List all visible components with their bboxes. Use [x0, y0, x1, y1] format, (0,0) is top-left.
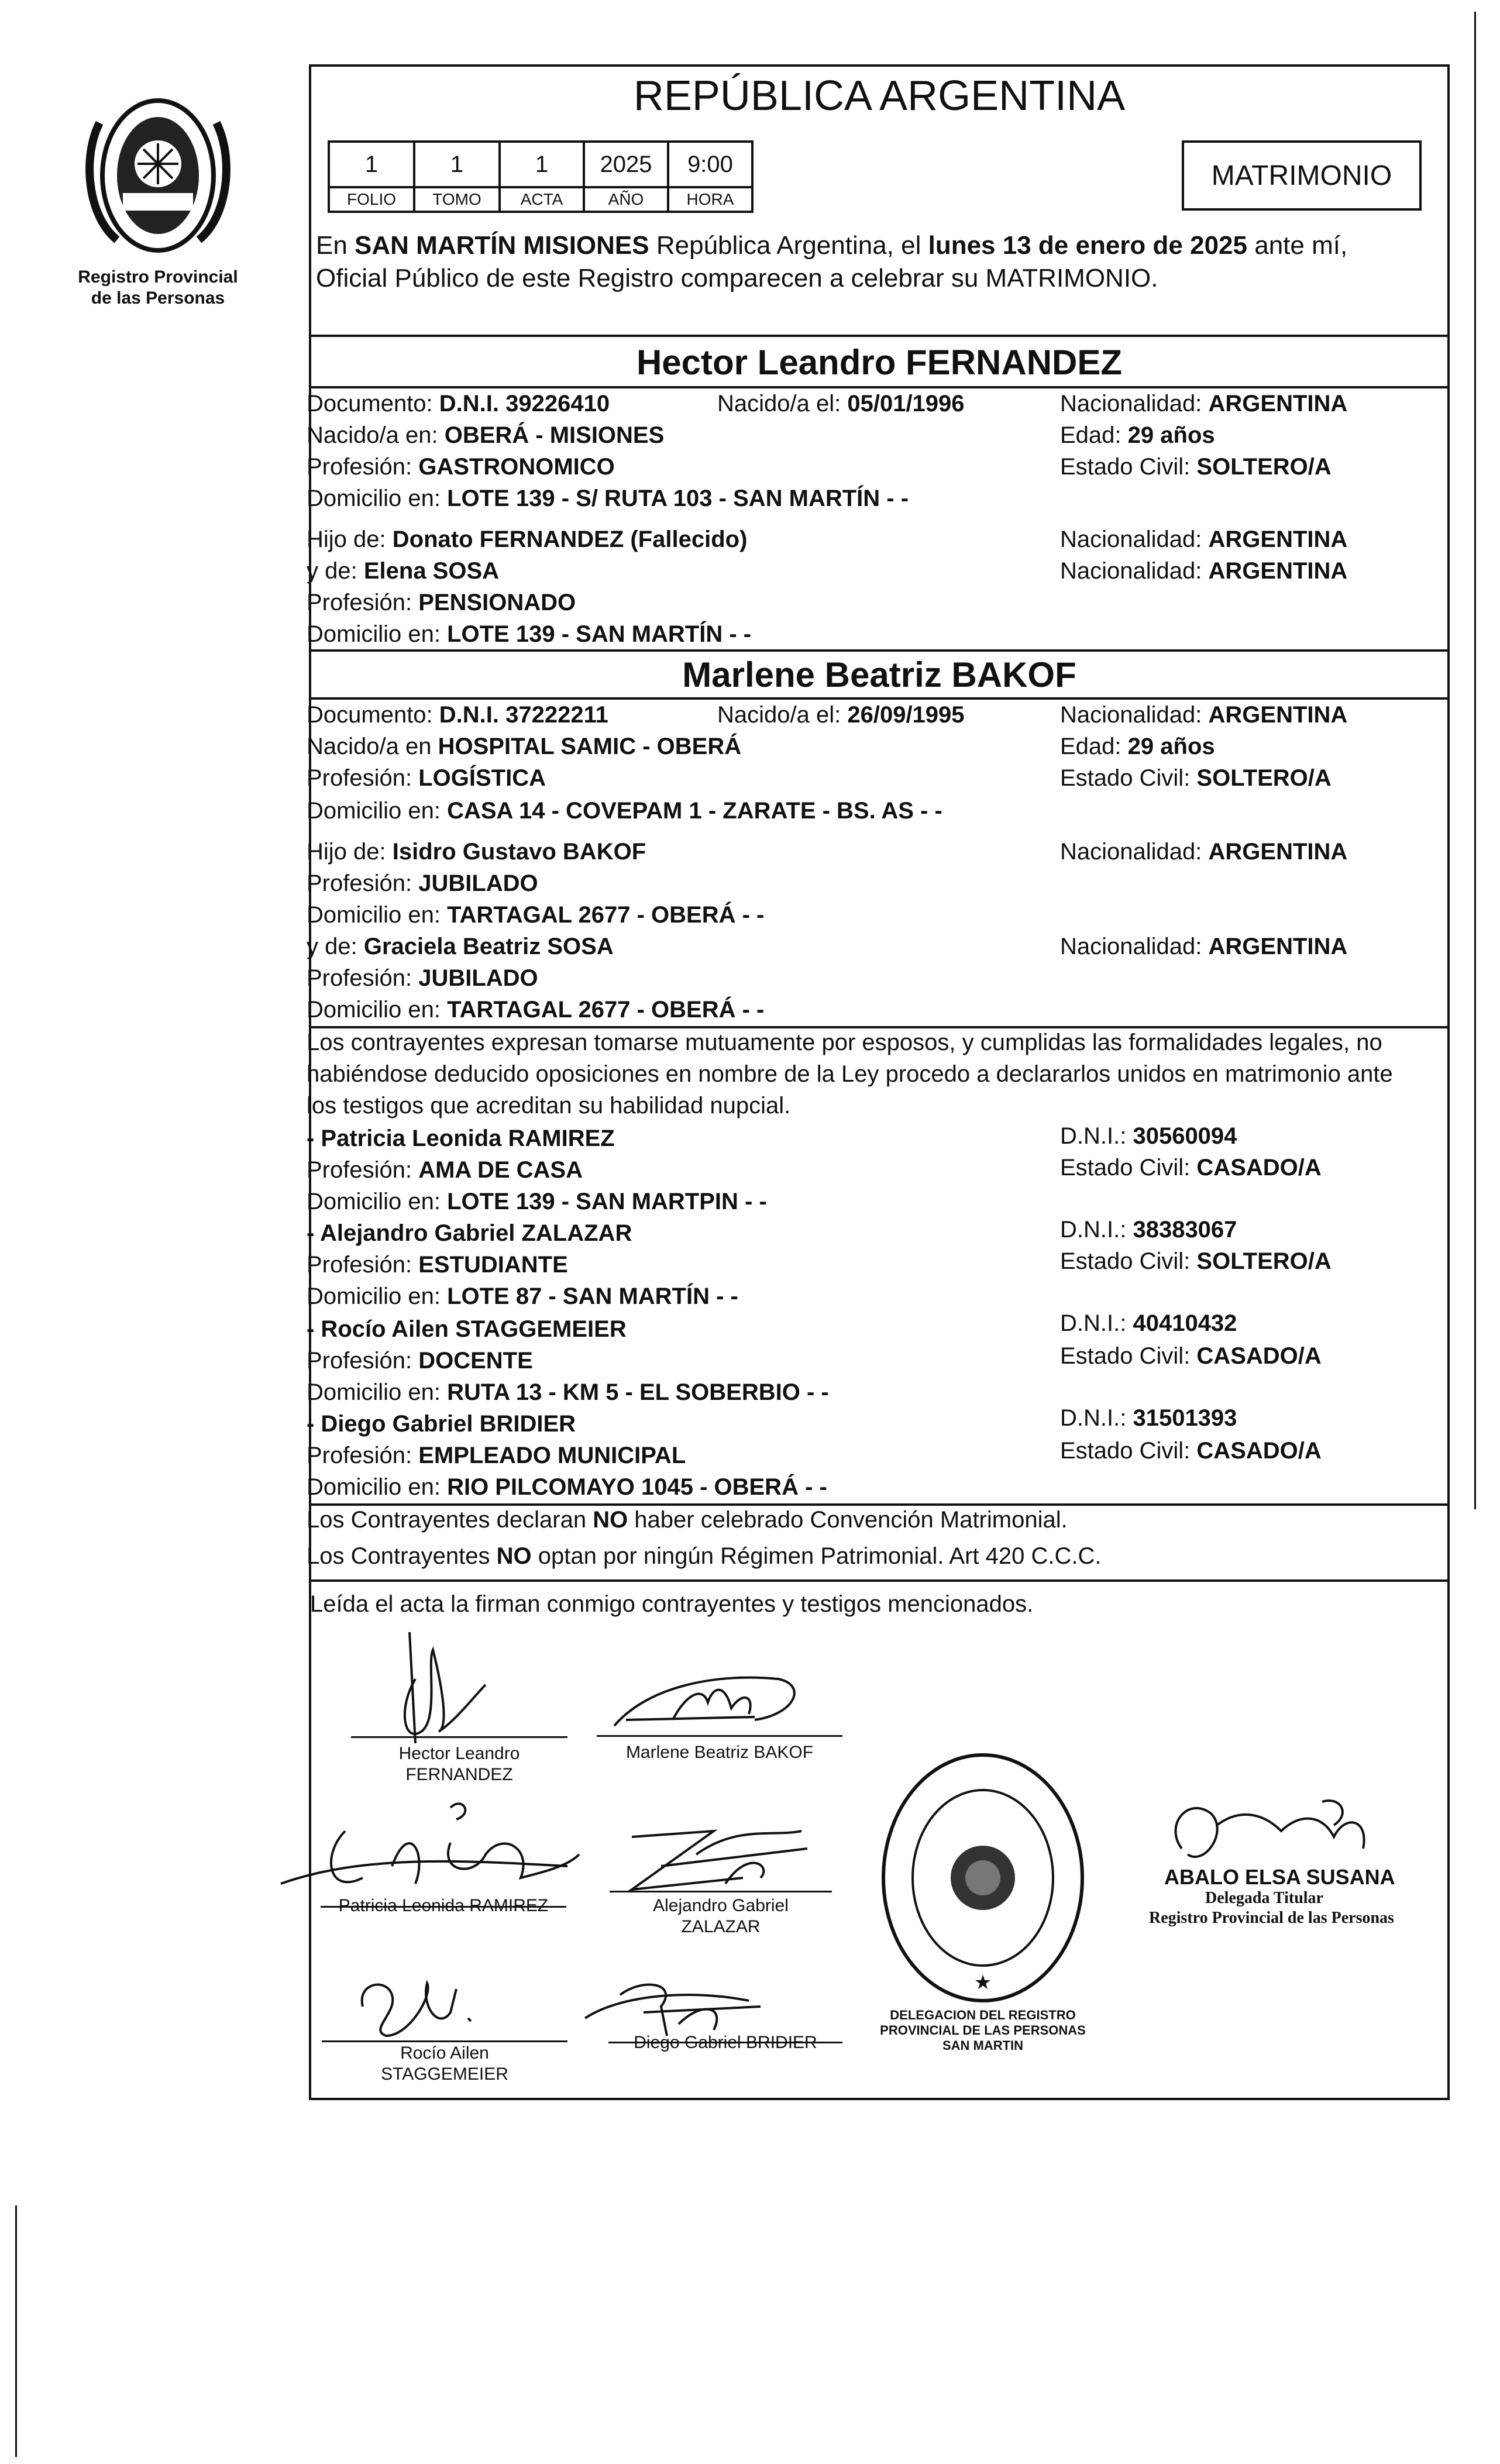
witness-4-civil-status: Estado Civil: CASADO/A [1060, 1438, 1322, 1464]
groom-document: Documento: D.N.I. 39226410 [307, 391, 610, 417]
patrimony-line-2: Los Contrayentes NO optan por ningún Régimen Patrimonial. Art 420 C.C.C. [307, 1543, 1102, 1569]
witness-1-address: Domicilio en: LOTE 139 - SAN MARTPIN - - [307, 1189, 767, 1214]
bride-name: Marlene Beatriz BAKOF [682, 655, 1076, 694]
bride-birthplace: Nacido/a en HOSPITAL SAMIC - OBERÁ [307, 734, 742, 759]
witness-1-signature-caption: Patricia Leonida RAMIREZ [338, 1896, 549, 1915]
witness-4-profession: Profesión: EMPLEADO MUNICIPAL [307, 1443, 686, 1468]
ano-label: AÑO [583, 186, 669, 213]
province-emblem [82, 88, 234, 263]
folio-label: FOLIO [328, 186, 415, 213]
witness-3-dni: D.N.I.: 40410432 [1060, 1310, 1237, 1336]
bride-age: Edad: 29 años [1060, 734, 1215, 759]
bride-mother-profession: Profesión: JUBILADO [307, 965, 538, 991]
groom-birthplace: Nacido/a en: OBERÁ - MISIONES [307, 422, 665, 448]
witness-4-dni: D.N.I.: 31501393 [1060, 1405, 1237, 1431]
bride-born: Nacido/a el: 26/09/1995 [717, 702, 965, 728]
tomo-label: TOMO [413, 186, 501, 213]
witness-4-name: - Diego Gabriel BRIDIER [307, 1411, 576, 1437]
place: SAN MARTÍN MISIONES [355, 231, 649, 260]
signature-line [322, 2040, 567, 2042]
witness-3-profession: Profesión: DOCENTE [307, 1348, 533, 1374]
right-margin-rule [1474, 12, 1476, 1509]
bride-mother-address: Domicilio en: TARTAGAL 2677 - OBERÁ - - [307, 997, 765, 1023]
witness-3-civil-status: Estado Civil: CASADO/A [1060, 1343, 1322, 1369]
declaration-line-3: los testigos que acreditan su habilidad nupcial. [307, 1093, 791, 1119]
hora-value: 9:00 [667, 140, 754, 188]
witness-2-signature-caption-1: Alejandro Gabriel [653, 1896, 789, 1915]
official-name: ABALO ELSA SUSANA [1164, 1865, 1395, 1889]
witness-3-signature-caption-1: Rocío Ailen [400, 2043, 489, 2063]
groom-civil-status: Estado Civil: SOLTERO/A [1060, 454, 1332, 480]
official-role: Delegada Titular [1205, 1889, 1323, 1907]
bride-father-nationality: Nacionalidad: ARGENTINA [1060, 839, 1348, 865]
stamp-text: DELEGACION DEL REGISTRO PROVINCIAL DE LAS PERSONAS SAN MARTIN [880, 2008, 1086, 2053]
declaration-line-2: habiéndose deducido oposiciones en nombre de la Ley procedo a declararlos unidos en matrimonio ante [307, 1061, 1393, 1087]
intro-line-1: En SAN MARTÍN MISIONES República Argentina, el lunes 13 de enero de 2025 ante mí, [316, 231, 1348, 260]
witness-4-signature-caption: Diego Gabriel BRIDIER [634, 2033, 817, 2052]
witness-2-name: - Alejandro Gabriel ZALAZAR [307, 1220, 632, 1246]
hora-label: HORA [667, 186, 754, 213]
svg-text:★: ★ [973, 1971, 992, 1994]
bride-father-profession: Profesión: JUBILADO [307, 870, 538, 896]
witness-1-profession: Profesión: AMA DE CASA [307, 1157, 583, 1183]
ano-value: 2025 [583, 140, 669, 188]
bride-address: Domicilio en: CASA 14 - COVEPAM 1 - ZARATE - BS. AS - - [307, 798, 942, 824]
groom-signature-caption-2: FERNANDEZ [405, 1765, 513, 1784]
witness-2-profession: Profesión: ESTUDIANTE [307, 1252, 568, 1278]
witness-1-signature [275, 1784, 603, 1913]
groom-father-nationality: Nacionalidad: ARGENTINA [1060, 526, 1348, 552]
witness-2-civil-status: Estado Civil: SOLTERO/A [1060, 1248, 1332, 1274]
witness-2-dni: D.N.I.: 38383067 [1060, 1217, 1237, 1243]
groom-address: Domicilio en: LOTE 139 - S/ RUTA 103 - SAN MARTÍN - - [307, 486, 909, 511]
witness-1-name: - Patricia Leonida RAMIREZ [307, 1126, 615, 1151]
bride-nationality: Nacionalidad: ARGENTINA [1060, 702, 1348, 728]
groom-signature [374, 1626, 538, 1743]
groom-signature-caption-1: Hector Leandro [398, 1744, 520, 1763]
groom-profession: Profesión: GASTRONOMICO [307, 454, 615, 480]
groom-mother-nationality: Nacionalidad: ARGENTINA [1060, 558, 1348, 584]
bride-document: Documento: D.N.I. 37222211 [307, 702, 608, 728]
folio-value: 1 [328, 140, 415, 188]
divider [309, 335, 1450, 337]
witness-1-civil-status: Estado Civil: CASADO/A [1060, 1155, 1322, 1181]
divider [309, 649, 1450, 652]
bride-signature [603, 1661, 825, 1743]
witness-3-name: - Rocío Ailen STAGGEMEIER [307, 1316, 627, 1342]
document-type-box: MATRIMONIO [1182, 140, 1422, 211]
witness-3-address: Domicilio en: RUTA 13 - KM 5 - EL SOBERBIO - - [307, 1379, 829, 1405]
bride-profession: Profesión: LOGÍSTICA [307, 765, 546, 791]
signature-line [351, 1736, 567, 1738]
registry-caption-2: de las Personas [91, 288, 225, 308]
witness-4-address: Domicilio en: RIO PILCOMAYO 1045 - OBERÁ - - [307, 1474, 827, 1500]
tomo-value: 1 [413, 140, 501, 188]
bride-father-address: Domicilio en: TARTAGAL 2677 - OBERÁ - - [307, 902, 765, 928]
groom-father: Hijo de: Donato FERNANDEZ (Fallecido) [307, 526, 748, 552]
groom-name: Hector Leandro FERNANDEZ [636, 343, 1123, 382]
acta-label: ACTA [498, 186, 585, 213]
official-organization: Registro Provincial de las Personas [1149, 1909, 1394, 1927]
page-title: REPÚBLICA ARGENTINA [633, 73, 1126, 119]
bride-signature-caption: Marlene Beatriz BAKOF [625, 1743, 814, 1762]
witness-2-signature-caption-2: ZALAZAR [681, 1917, 761, 1936]
divider [309, 386, 1450, 388]
registry-caption-1: Registro Provincial [78, 267, 238, 287]
groom-parents-profession: Profesión: PENSIONADO [307, 590, 576, 615]
witness-1-dni: D.N.I.: 30560094 [1060, 1123, 1237, 1149]
acta-value: 1 [498, 140, 585, 188]
witness-3-signature-caption-2: STAGGEMEIER [381, 2064, 508, 2084]
bride-mother: y de: Graciela Beatriz SOSA [307, 934, 614, 959]
groom-mother: y de: Elena SOSA [307, 558, 500, 584]
patrimony-line-1: Los Contrayentes declaran NO haber celebrado Convención Matrimonial. [307, 1507, 1068, 1533]
ceremony-date: lunes 13 de enero de 2025 [928, 231, 1247, 260]
bride-civil-status: Estado Civil: SOLTERO/A [1060, 765, 1332, 791]
declaration-line-1: Los contrayentes expresan tomarse mutuamente por esposos, y cumplidas las formalidades legales, no [307, 1030, 1382, 1055]
signatures-intro: Leída el acta la firman conmigo contrayentes y testigos mencionados. [310, 1591, 1034, 1617]
witness-3-signature [351, 1971, 503, 2042]
signature-line [610, 1891, 832, 1892]
bride-father: Hijo de: Isidro Gustavo BAKOF [307, 839, 646, 865]
divider [309, 1579, 1450, 1582]
groom-age: Edad: 29 años [1060, 422, 1215, 448]
bride-mother-nationality: Nacionalidad: ARGENTINA [1060, 934, 1348, 959]
witness-2-signature [608, 1813, 831, 1901]
groom-born: Nacido/a el: 05/01/1996 [717, 391, 965, 417]
intro-line-2: Oficial Público de este Registro comparecen a celebrar su MATRIMONIO. [316, 264, 1158, 292]
official-stamp [878, 1749, 1088, 2007]
groom-nationality: Nacionalidad: ARGENTINA [1060, 391, 1348, 417]
divider [309, 697, 1450, 700]
groom-parents-address: Domicilio en: LOTE 139 - SAN MARTÍN - - [307, 621, 752, 647]
signature-line [597, 1735, 842, 1737]
left-margin-rule [15, 2205, 17, 2457]
witness-2-address: Domicilio en: LOTE 87 - SAN MARTÍN - - [307, 1283, 738, 1309]
